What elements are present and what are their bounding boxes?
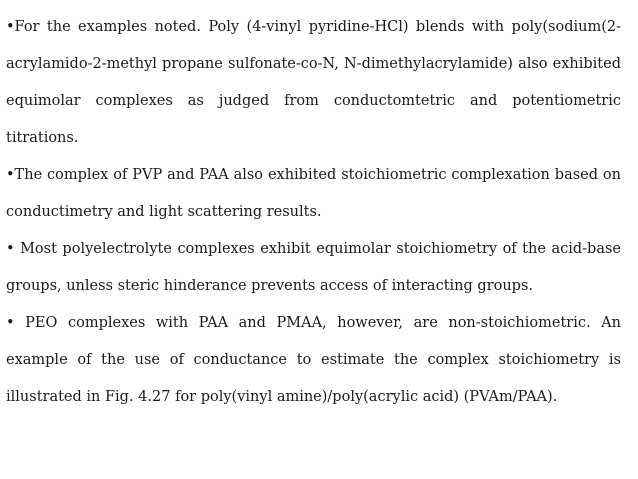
- bullet-paragraph-2: •The complex of PVP and PAA also exhibited stoichiometric complexation based on conductimetry and light scattering results.: [6, 167, 621, 220]
- bullet-paragraph-1: •For the examples noted. Poly (4-vinyl pyridine-HCl) blends with poly(sodium(2-acrylamido-2-methyl propane sulfonate-co-N, N-dimethylacrylamide) also exhibited equimolar complexes as judged from conductomtetric and potentiometric titrations.: [6, 19, 621, 146]
- bullet-paragraph-3: • Most polyelectrolyte complexes exhibit equimolar stoichiometry of the acid-base groups, unless steric hinderance prevents access of interacting groups.: [6, 241, 621, 294]
- bullet-list: [6, 9, 621, 416]
- bullet-paragraph-4: • PEO complexes with PAA and PMAA, however, are non-stoichiometric. An example of the use of conductance to estimate the complex stoichiometry is illustrated in Fig. 4.27 for poly(vinyl amine)/poly(acrylic acid) (PVAm/PAA).: [6, 315, 621, 405]
